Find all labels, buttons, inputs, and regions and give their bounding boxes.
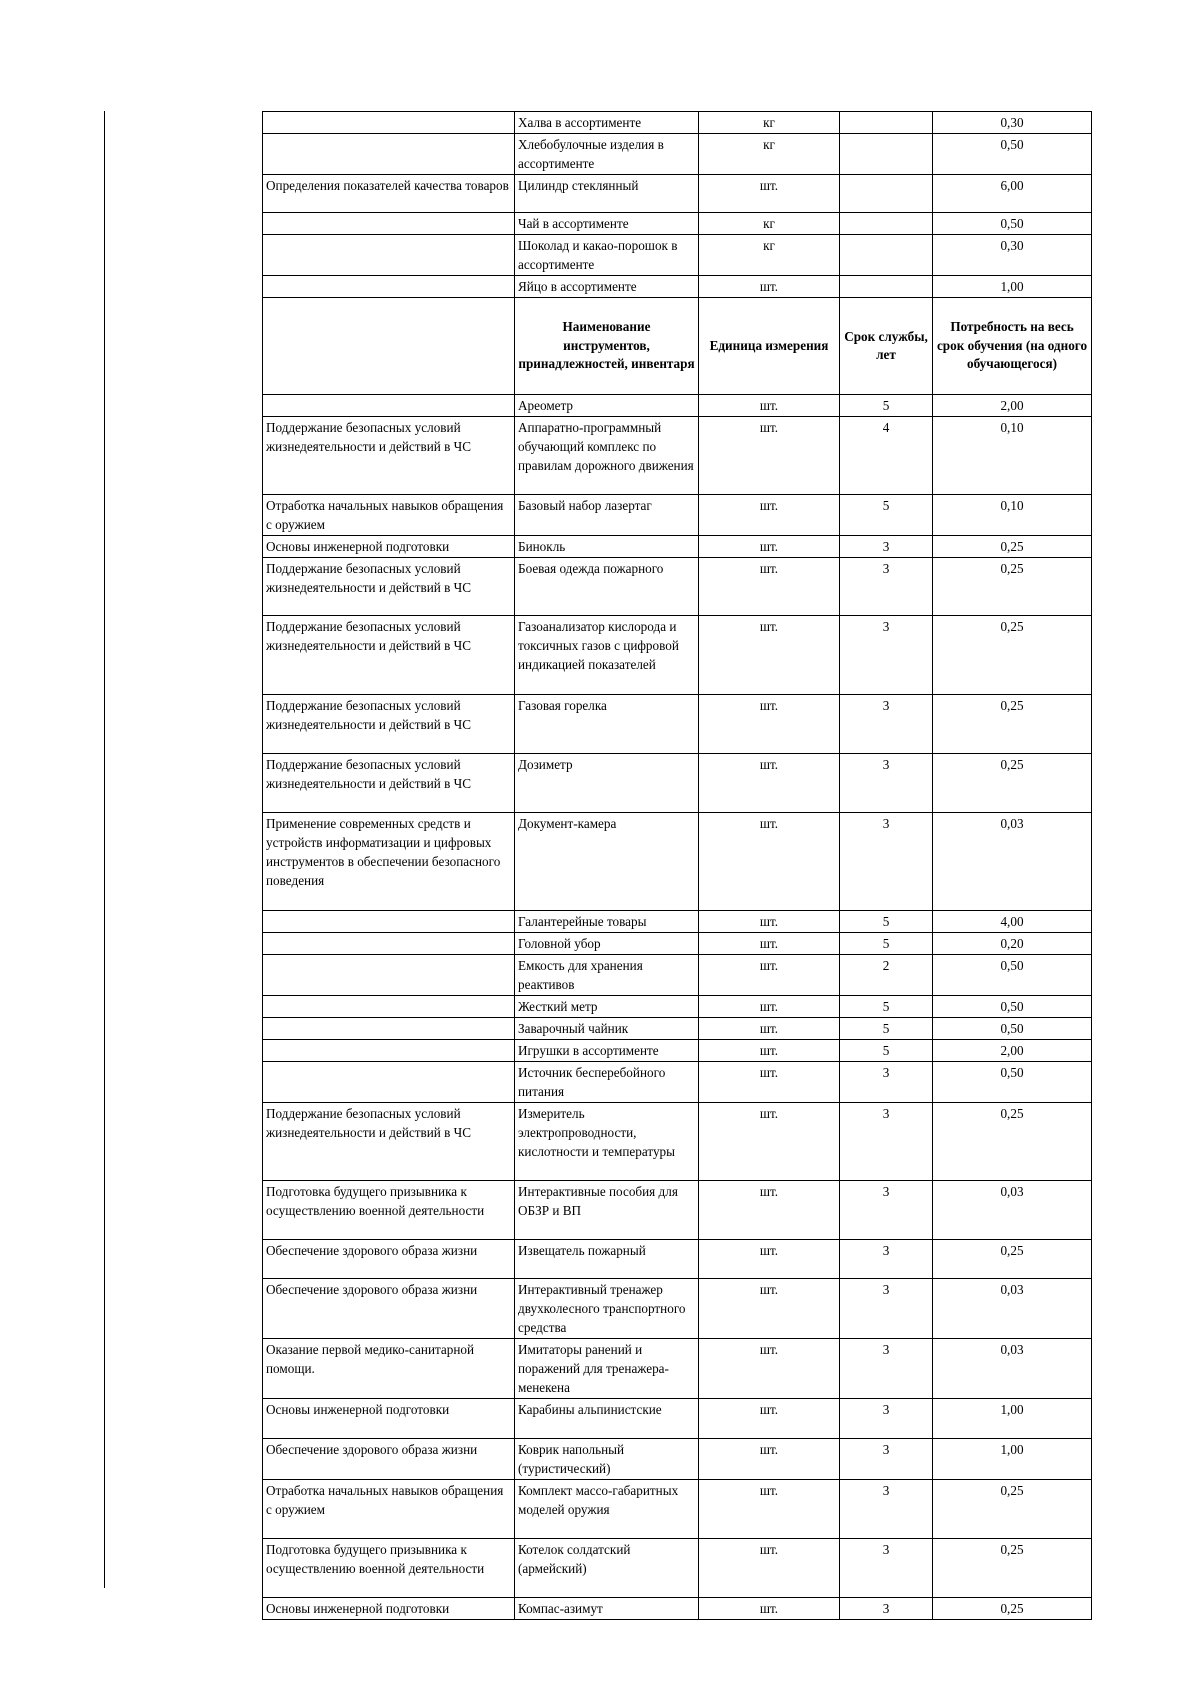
need-cell: 0,03 xyxy=(933,1181,1092,1240)
unit-cell: шт. xyxy=(699,1181,840,1240)
section-cell xyxy=(263,213,515,235)
table-row xyxy=(263,1539,1092,1598)
header-row xyxy=(263,298,1092,395)
item-name-cell: Карабины альпинистские xyxy=(515,1399,699,1439)
section-cell: Поддержание безопасных условий жизнедеятельности и действий в ЧС xyxy=(263,558,515,616)
header-need: Потребность на весь срок обучения (на одного обучающегося) xyxy=(933,298,1092,395)
unit-cell: шт. xyxy=(699,1480,840,1539)
unit-cell: кг xyxy=(699,134,840,175)
unit-cell: шт. xyxy=(699,996,840,1018)
item-name-cell: Халва в ассортименте xyxy=(515,112,699,134)
table-row xyxy=(263,276,1092,298)
need-cell: 0,20 xyxy=(933,933,1092,955)
section-cell: Определения показателей качества товаров xyxy=(263,175,515,213)
item-name-cell: Котелок солдатский (армейский) xyxy=(515,1539,699,1598)
need-cell: 1,00 xyxy=(933,1439,1092,1480)
item-name-cell: Чай в ассортименте xyxy=(515,213,699,235)
table-row xyxy=(263,1480,1092,1539)
unit-cell: шт. xyxy=(699,175,840,213)
table-row xyxy=(263,395,1092,417)
table-row xyxy=(263,1181,1092,1240)
item-name-cell: Яйцо в ассортименте xyxy=(515,276,699,298)
table-row xyxy=(263,1018,1092,1040)
table-row xyxy=(263,1103,1092,1181)
need-cell: 0,25 xyxy=(933,1240,1092,1279)
unit-cell: шт. xyxy=(699,933,840,955)
need-cell: 0,03 xyxy=(933,1279,1092,1339)
service-life-cell xyxy=(840,235,933,276)
need-cell: 0,50 xyxy=(933,213,1092,235)
service-life-cell: 3 xyxy=(840,536,933,558)
need-cell: 0,50 xyxy=(933,955,1092,996)
section-cell: Основы инженерной подготовки xyxy=(263,1399,515,1439)
unit-cell: шт. xyxy=(699,395,840,417)
section-cell: Применение современных средств и устройств информатизации и цифровых инструментов в обеспечении безопасного поведения xyxy=(263,813,515,911)
item-name-cell: Газоанализатор кислорода и токсичных газов с цифровой индикацией показателей xyxy=(515,616,699,695)
equipment-table xyxy=(262,111,1092,1620)
unit-cell: шт. xyxy=(699,276,840,298)
section-cell: Обеспечение здорового образа жизни xyxy=(263,1439,515,1480)
need-cell: 0,25 xyxy=(933,616,1092,695)
table-row xyxy=(263,134,1092,175)
need-cell: 0,25 xyxy=(933,536,1092,558)
unit-cell: шт. xyxy=(699,1103,840,1181)
table-row xyxy=(263,754,1092,813)
unit-cell: шт. xyxy=(699,1062,840,1103)
section-cell xyxy=(263,276,515,298)
need-cell: 4,00 xyxy=(933,911,1092,933)
unit-cell: шт. xyxy=(699,1399,840,1439)
table-row xyxy=(263,1040,1092,1062)
item-name-cell: Источник бесперебойного питания xyxy=(515,1062,699,1103)
unit-cell: шт. xyxy=(699,695,840,754)
need-cell: 0,30 xyxy=(933,235,1092,276)
table-row xyxy=(263,616,1092,695)
need-cell: 0,10 xyxy=(933,417,1092,495)
item-name-cell: Галантерейные товары xyxy=(515,911,699,933)
service-life-cell: 3 xyxy=(840,616,933,695)
section-cell xyxy=(263,134,515,175)
need-cell: 6,00 xyxy=(933,175,1092,213)
need-cell: 0,30 xyxy=(933,112,1092,134)
item-name-cell: Базовый набор лазертаг xyxy=(515,495,699,536)
table-row xyxy=(263,417,1092,495)
unit-cell: кг xyxy=(699,112,840,134)
service-life-cell xyxy=(840,175,933,213)
table-row xyxy=(263,112,1092,134)
item-name-cell: Шоколад и какао-порошок в ассортименте xyxy=(515,235,699,276)
item-name-cell: Имитаторы ранений и поражений для тренажера-менекена xyxy=(515,1339,699,1399)
unit-cell: шт. xyxy=(699,1539,840,1598)
need-cell: 0,25 xyxy=(933,695,1092,754)
service-life-cell: 3 xyxy=(840,695,933,754)
header-service: Срок службы, лет xyxy=(840,298,933,395)
item-name-cell: Боевая одежда пожарного xyxy=(515,558,699,616)
service-life-cell xyxy=(840,134,933,175)
service-life-cell: 5 xyxy=(840,1018,933,1040)
section-cell: Обеспечение здорового образа жизни xyxy=(263,1279,515,1339)
item-name-cell: Интерактивные пособия для ОБЗР и ВП xyxy=(515,1181,699,1240)
section-cell: Поддержание безопасных условий жизнедеятельности и действий в ЧС xyxy=(263,616,515,695)
unit-cell: шт. xyxy=(699,1339,840,1399)
need-cell: 0,25 xyxy=(933,1598,1092,1620)
section-cell: Поддержание безопасных условий жизнедеятельности и действий в ЧС xyxy=(263,417,515,495)
unit-cell: шт. xyxy=(699,1439,840,1480)
unit-cell: шт. xyxy=(699,955,840,996)
item-name-cell: Коврик напольный (туристический) xyxy=(515,1439,699,1480)
table-row xyxy=(263,213,1092,235)
service-life-cell: 5 xyxy=(840,996,933,1018)
section-cell xyxy=(263,911,515,933)
unit-cell: шт. xyxy=(699,1018,840,1040)
section-cell: Оказание первой медико-санитарной помощи. xyxy=(263,1339,515,1399)
need-cell: 0,03 xyxy=(933,813,1092,911)
table-row xyxy=(263,175,1092,213)
header-section-cell xyxy=(263,298,515,395)
item-name-cell: Цилиндр стеклянный xyxy=(515,175,699,213)
header-name: Наименование инструментов, принадлежностей, инвентаря xyxy=(515,298,699,395)
item-name-cell: Жесткий метр xyxy=(515,996,699,1018)
section-cell xyxy=(263,996,515,1018)
unit-cell: шт. xyxy=(699,813,840,911)
need-cell: 0,25 xyxy=(933,1480,1092,1539)
table-row xyxy=(263,558,1092,616)
need-cell: 0,50 xyxy=(933,1018,1092,1040)
section-cell: Поддержание безопасных условий жизнедеятельности и действий в ЧС xyxy=(263,1103,515,1181)
item-name-cell: Дозиметр xyxy=(515,754,699,813)
item-name-cell: Компас-азимут xyxy=(515,1598,699,1620)
need-cell: 0,50 xyxy=(933,996,1092,1018)
item-name-cell: Комплект массо-габаритных моделей оружия xyxy=(515,1480,699,1539)
service-life-cell: 3 xyxy=(840,1539,933,1598)
section-cell xyxy=(263,112,515,134)
item-name-cell: Газовая горелка xyxy=(515,695,699,754)
unit-cell: шт. xyxy=(699,616,840,695)
service-life-cell: 3 xyxy=(840,813,933,911)
section-cell: Подготовка будущего призывника к осуществлению военной деятельности xyxy=(263,1539,515,1598)
header-unit: Единица измерения xyxy=(699,298,840,395)
table-row xyxy=(263,1339,1092,1399)
item-name-cell: Интерактивный тренажер двухколесного транспортного средства xyxy=(515,1279,699,1339)
item-name-cell: Головной убор xyxy=(515,933,699,955)
service-life-cell: 3 xyxy=(840,1103,933,1181)
need-cell: 1,00 xyxy=(933,1399,1092,1439)
section-cell: Подготовка будущего призывника к осуществлению военной деятельности xyxy=(263,1181,515,1240)
table-row xyxy=(263,1240,1092,1279)
unit-cell: шт. xyxy=(699,1598,840,1620)
section-cell xyxy=(263,1018,515,1040)
section-cell: Отработка начальных навыков обращения с оружием xyxy=(263,1480,515,1539)
need-cell: 0,25 xyxy=(933,754,1092,813)
service-life-cell: 3 xyxy=(840,558,933,616)
table-row xyxy=(263,536,1092,558)
section-cell: Поддержание безопасных условий жизнедеятельности и действий в ЧС xyxy=(263,754,515,813)
unit-cell: шт. xyxy=(699,417,840,495)
section-cell xyxy=(263,955,515,996)
service-life-cell: 3 xyxy=(840,1439,933,1480)
service-life-cell: 3 xyxy=(840,1279,933,1339)
unit-cell: кг xyxy=(699,213,840,235)
section-cell: Отработка начальных навыков обращения с оружием xyxy=(263,495,515,536)
service-life-cell: 3 xyxy=(840,1480,933,1539)
unit-cell: шт. xyxy=(699,558,840,616)
item-name-cell: Заварочный чайник xyxy=(515,1018,699,1040)
need-cell: 0,10 xyxy=(933,495,1092,536)
table-header-section xyxy=(263,298,1092,395)
table-row xyxy=(263,1598,1092,1620)
service-life-cell: 5 xyxy=(840,395,933,417)
service-life-cell: 3 xyxy=(840,754,933,813)
table-row xyxy=(263,813,1092,911)
unit-cell: шт. xyxy=(699,1240,840,1279)
service-life-cell: 3 xyxy=(840,1339,933,1399)
table-row xyxy=(263,695,1092,754)
need-cell: 0,25 xyxy=(933,1103,1092,1181)
table-row xyxy=(263,955,1092,996)
service-life-cell xyxy=(840,112,933,134)
unit-cell: шт. xyxy=(699,536,840,558)
table-bottom-section xyxy=(263,395,1092,1620)
service-life-cell: 3 xyxy=(840,1598,933,1620)
item-name-cell: Хлебобулочные изделия в ассортименте xyxy=(515,134,699,175)
section-cell: Обеспечение здорового образа жизни xyxy=(263,1240,515,1279)
need-cell: 0,25 xyxy=(933,558,1092,616)
table-row xyxy=(263,911,1092,933)
need-cell: 0,50 xyxy=(933,134,1092,175)
table-row xyxy=(263,1279,1092,1339)
section-cell xyxy=(263,235,515,276)
table-row xyxy=(263,1439,1092,1480)
item-name-cell: Ареометр xyxy=(515,395,699,417)
service-life-cell: 4 xyxy=(840,417,933,495)
table-row xyxy=(263,1399,1092,1439)
service-life-cell: 3 xyxy=(840,1181,933,1240)
table-top-section xyxy=(263,112,1092,298)
section-cell xyxy=(263,933,515,955)
service-life-cell xyxy=(840,276,933,298)
table-row xyxy=(263,933,1092,955)
unit-cell: шт. xyxy=(699,911,840,933)
section-cell: Поддержание безопасных условий жизнедеятельности и действий в ЧС xyxy=(263,695,515,754)
section-cell: Основы инженерной подготовки xyxy=(263,536,515,558)
table-row xyxy=(263,495,1092,536)
need-cell: 0,03 xyxy=(933,1339,1092,1399)
need-cell: 0,50 xyxy=(933,1062,1092,1103)
need-cell: 1,00 xyxy=(933,276,1092,298)
item-name-cell: Извещатель пожарный xyxy=(515,1240,699,1279)
table-row xyxy=(263,235,1092,276)
service-life-cell: 5 xyxy=(840,933,933,955)
section-cell xyxy=(263,1062,515,1103)
item-name-cell: Бинокль xyxy=(515,536,699,558)
page-margin-line xyxy=(104,111,105,1588)
section-cell xyxy=(263,395,515,417)
service-life-cell: 2 xyxy=(840,955,933,996)
need-cell: 0,25 xyxy=(933,1539,1092,1598)
unit-cell: шт. xyxy=(699,1279,840,1339)
section-cell xyxy=(263,1040,515,1062)
unit-cell: кг xyxy=(699,235,840,276)
item-name-cell: Аппаратно-программный обучающий комплекс по правилам дорожного движения xyxy=(515,417,699,495)
unit-cell: шт. xyxy=(699,1040,840,1062)
table-row xyxy=(263,1062,1092,1103)
need-cell: 2,00 xyxy=(933,1040,1092,1062)
service-life-cell xyxy=(840,213,933,235)
service-life-cell: 5 xyxy=(840,911,933,933)
service-life-cell: 3 xyxy=(840,1399,933,1439)
unit-cell: шт. xyxy=(699,495,840,536)
item-name-cell: Емкость для хранения реактивов xyxy=(515,955,699,996)
item-name-cell: Игрушки в ассортименте xyxy=(515,1040,699,1062)
service-life-cell: 5 xyxy=(840,495,933,536)
item-name-cell: Измеритель электропроводности, кислотности и температуры xyxy=(515,1103,699,1181)
item-name-cell: Документ-камера xyxy=(515,813,699,911)
service-life-cell: 3 xyxy=(840,1062,933,1103)
section-cell: Основы инженерной подготовки xyxy=(263,1598,515,1620)
unit-cell: шт. xyxy=(699,754,840,813)
service-life-cell: 3 xyxy=(840,1240,933,1279)
table-row xyxy=(263,996,1092,1018)
need-cell: 2,00 xyxy=(933,395,1092,417)
service-life-cell: 5 xyxy=(840,1040,933,1062)
